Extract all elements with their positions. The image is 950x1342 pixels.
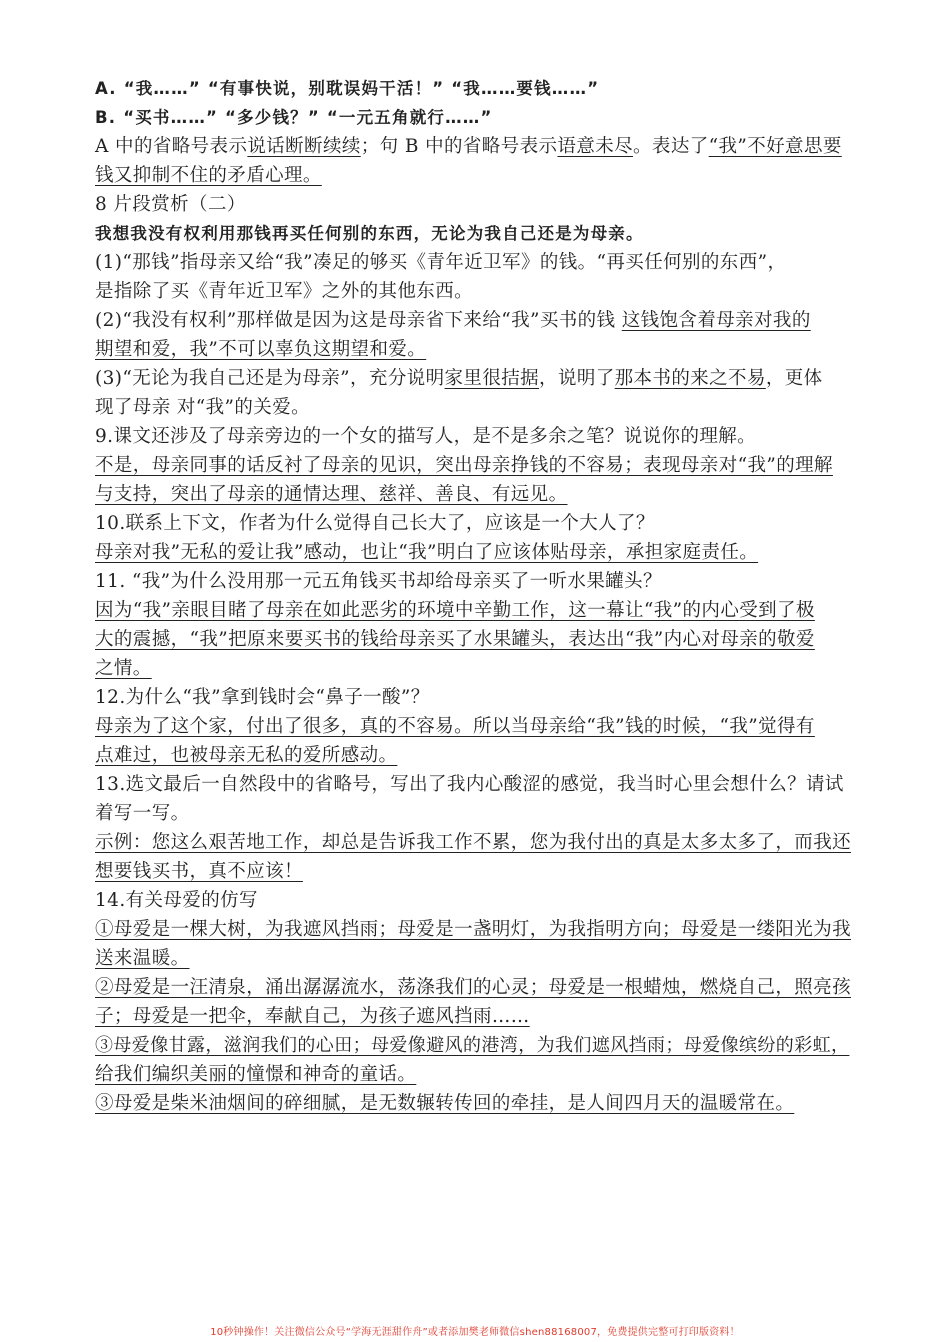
underlined-answer-text: 与支持，突出了母亲的通情达理、慈祥、善良、有远见。 [95, 484, 568, 505]
question-12 [95, 683, 857, 712]
underlined-answer-text: 母亲对我”无私的爱让我”感动，也让“我”明白了应该体贴母亲，承担家庭责任。 [95, 542, 759, 563]
text-run: 现了母亲 对“我”的关爱。 [95, 397, 310, 418]
question-14 [95, 886, 857, 915]
quote-line [95, 219, 857, 248]
text-run: 8 片段赏析（二） [95, 194, 246, 215]
question-13 [95, 770, 857, 799]
answer-line [95, 596, 857, 625]
text-run: B. “买书……” “多少钱？” “一元五角就行……” [95, 108, 493, 127]
analysis-line [95, 277, 857, 306]
heading-8 [95, 190, 857, 219]
text-run: (2)“我没有权利”那样做是因为这是母亲省下来给“我”买书的钱 [95, 310, 622, 331]
answer-line [95, 828, 857, 857]
underlined-answer-text: 点难过，也被母亲无私的爱所感动。 [95, 745, 398, 766]
option-a [95, 74, 857, 103]
underlined-answer-text: 说话断断续续 [247, 136, 361, 157]
underlined-answer-text: 那本书的来之不易 [614, 368, 766, 389]
answer-line [95, 712, 857, 741]
question-13-cont [95, 799, 857, 828]
underlined-answer-text: 之情。 [95, 658, 152, 679]
text-run: ，更体 [765, 368, 823, 389]
text-run: 10.联系上下文，作者为什么觉得自己长大了，应该是一个大人了？ [95, 513, 655, 534]
underlined-answer-text: 送来温暖。 [95, 948, 190, 969]
text-run: 是指除了买《青年近卫军》之外的其他东西。 [95, 281, 474, 302]
answer-line [95, 973, 857, 1002]
text-run: 13.选文最后一自然段中的省略号，写出了我内心酸涩的感觉，我当时心里会想什么？请试 [95, 774, 844, 795]
answer-line [95, 451, 857, 480]
text-run: A 中的省略号表示 [95, 136, 248, 157]
underlined-answer-text: 因为“我”亲眼目睹了母亲在如此恶劣的环境中辛勤工作，这一幕让“我”的内心受到了极 [95, 600, 815, 621]
answer-line [95, 1089, 857, 1118]
analysis-line [95, 132, 857, 161]
underlined-answer-text: ③母爱是柴米油烟间的碎细腻，是无数辗转传回的牵挂，是人间四月天的温暖常在。 [95, 1093, 795, 1114]
underlined-answer-text: 母亲为了这个家，付出了很多，真的不容易。所以当母亲给“我”钱的时候，“我”觉得有 [95, 716, 815, 737]
text-run: 14.有关母爱的仿写 [95, 890, 258, 911]
underlined-answer-text: 钱又抑制不住的矛盾心理。 [95, 165, 322, 186]
analysis-line [95, 248, 857, 277]
underlined-answer-text: 语意未尽 [557, 136, 634, 157]
analysis-line [95, 306, 857, 335]
question-10 [95, 509, 857, 538]
answer-line [95, 944, 857, 973]
text-run: 。表达了 [633, 136, 709, 157]
answer-line [95, 1060, 857, 1089]
underlined-answer-text: 不是，母亲同事的话反衬了母亲的见识，突出母亲挣钱的不容易；表现母亲对“我”的理解 [95, 455, 833, 476]
text-run: 我想我没有权利用那钱再买任何别的东西，无论为我自己还是为母亲。 [95, 224, 644, 243]
underlined-answer-text: ②母爱是一汪清泉，涌出潺潺流水，荡涤我们的心灵；母爱是一根蜡烛，燃烧自己，照亮孩 [95, 977, 852, 998]
answer-line [95, 480, 857, 509]
answer-line [95, 1031, 857, 1060]
answer-line [95, 538, 857, 567]
analysis-line [95, 335, 857, 364]
text-run: (1)“那钱”指母亲又给“我”凑足的够买《青年近卫军》的钱。“再买任何别的东西”， [95, 252, 787, 273]
question-9 [95, 422, 857, 451]
underlined-answer-text: 家里很拮据 [444, 368, 540, 389]
underlined-answer-text: 大的震撼，“我”把原来要买书的钱给母亲买了水果罐头，表达出“我”内心对母亲的敬爱 [95, 629, 815, 650]
answer-line [95, 654, 857, 683]
text-run: 12.为什么“我”拿到钱时会“鼻子一酸”？ [95, 687, 430, 708]
analysis-line [95, 161, 857, 190]
underlined-answer-text: 期望和爱，我”不可以辜负这期望和爱。 [95, 339, 427, 360]
underlined-answer-text: ①母爱是一棵大树，为我遮风挡雨；母爱是一盏明灯，为我指明方向；母爱是一缕阳光为我 [95, 919, 852, 940]
underlined-answer-text: “我”不好意思要 [708, 136, 842, 157]
text-run: 11. “我”为什么没用那一元五角钱买书却给母亲买了一听水果罐头？ [95, 571, 662, 592]
text-run: (3)“无论为我自己还是为母亲”，充分说明 [95, 368, 445, 389]
answer-line [95, 915, 857, 944]
answer-line [95, 1002, 857, 1031]
text-run: ；句 B 中的省略号表示 [360, 136, 558, 157]
text-run: 9.课文还涉及了母亲旁边的一个女的描写人，是不是多余之笔？说说你的理解。 [95, 426, 757, 447]
underlined-answer-text: 这钱饱含着母亲对我的 [621, 310, 811, 331]
answer-line [95, 857, 857, 886]
underlined-answer-text: 给我们编织美丽的憧憬和神奇的童话。 [95, 1064, 417, 1085]
question-11 [95, 567, 857, 596]
analysis-line [95, 393, 857, 422]
text-run: ，说明了 [539, 368, 615, 389]
underlined-answer-text: 子；母爱是一把伞，奉献自己，为孩子遮风挡雨…… [95, 1006, 530, 1027]
text-run: A. “我……” “有事快说，别耽误妈干活！” “我……要钱……” [95, 79, 600, 98]
underlined-answer-text: ③母爱像甘露，滋润我们的心田；母爱像避风的港湾，为我们遮风挡雨；母爱像缤纷的彩虹， [95, 1035, 850, 1056]
answer-line [95, 625, 857, 654]
underlined-answer-text: 示例：您这么艰苦地工作，却总是告诉我工作不累，您为我付出的真是太多太多了，而我还 [95, 832, 852, 853]
text-run: 着写一写。 [95, 803, 190, 824]
analysis-line [95, 364, 857, 393]
answer-line [95, 741, 857, 770]
document-body [95, 74, 857, 1118]
underlined-answer-text: 想要钱买书，真不应该！ [95, 861, 303, 882]
option-b [95, 103, 857, 132]
footer-notice: 10秒钟操作！关注微信公众号“学海无涯甜作舟”或者添加樊老师微信shen88168007，免费提供完整可打印版资料！ [210, 1327, 740, 1338]
